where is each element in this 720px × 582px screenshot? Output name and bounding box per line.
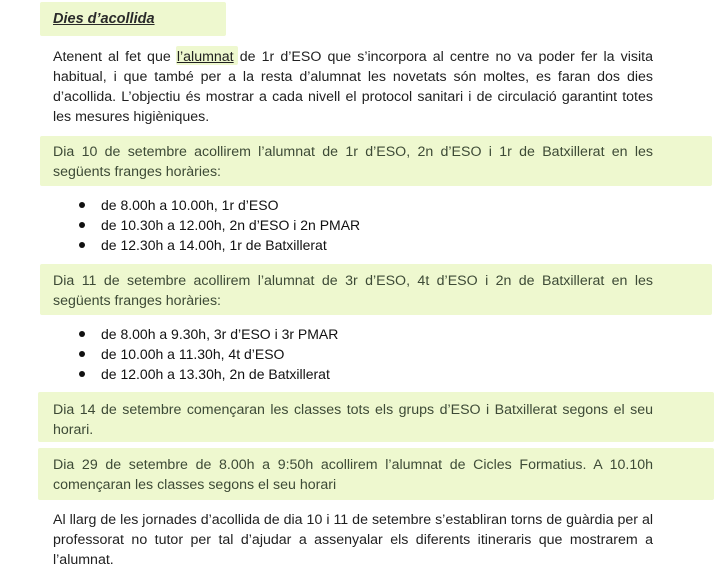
- section-title: Dies d’acollida: [53, 11, 155, 27]
- list-item: de 12.30h a 14.00h, 1r de Batxillerat: [53, 235, 360, 255]
- list-item: de 8.00h a 9.30h, 3r d’ESO i 3r PMAR: [53, 324, 338, 344]
- intro-paragraph: [53, 47, 653, 127]
- closing-paragraph: Al llarg de les jornades d’acollida de dia 10 i 11 de setembre s’establiran torns de guàrdia per al professorat no tutor per tal d’ajudar a assenyalar els diferents itineraris que mostrarem a l’alumnat.: [53, 512, 653, 568]
- day11-slot-list: [53, 324, 338, 384]
- day14-paragraph: Dia 14 de setembre començaran les classes tots els grups d’ESO i Batxillerat segons el seu horari.: [53, 402, 653, 438]
- intro-text-after: de 1r d’ESO que s’incorpora al centre no va poder fer la visita habitual, i que també per a la resta d’alumnat les novetats són moltes, es faran dos dies d’acollida. L’objectiu és mostrar a cada nivell el protocol sanitari i de circulació garantint totes les mesures higièniques.: [53, 49, 653, 125]
- day29-paragraph: Dia 29 de setembre de 8.00h a 9:50h acollirem l’alumnat de Cicles Formatius. A 10.10h començaran les classes segons el seu horari: [53, 457, 653, 493]
- day10-paragraph: Dia 10 de setembre acollirem l’alumnat de 1r d’ESO, 2n d’ESO i 1r de Batxillerat en les següents franges horàries:: [53, 144, 653, 180]
- list-item: de 8.00h a 10.00h, 1r d’ESO: [53, 195, 360, 215]
- day10-slot-list: [53, 195, 360, 255]
- intro-underlined-word: l’alumnat: [176, 49, 234, 65]
- day11-paragraph: Dia 11 de setembre acollirem l’alumnat de 3r d’ESO, 4t d’ESO i 2n de Batxillerat en les següents franges horàries:: [53, 273, 653, 309]
- list-item: de 10.30h a 12.00h, 2n d’ESO i 2n PMAR: [53, 215, 360, 235]
- list-item: de 10.00h a 11.30h, 4t d’ESO: [53, 344, 338, 364]
- intro-text-before: Atenent al fet que: [53, 49, 177, 65]
- list-item: de 12.00h a 13.30h, 2n de Batxillerat: [53, 364, 338, 384]
